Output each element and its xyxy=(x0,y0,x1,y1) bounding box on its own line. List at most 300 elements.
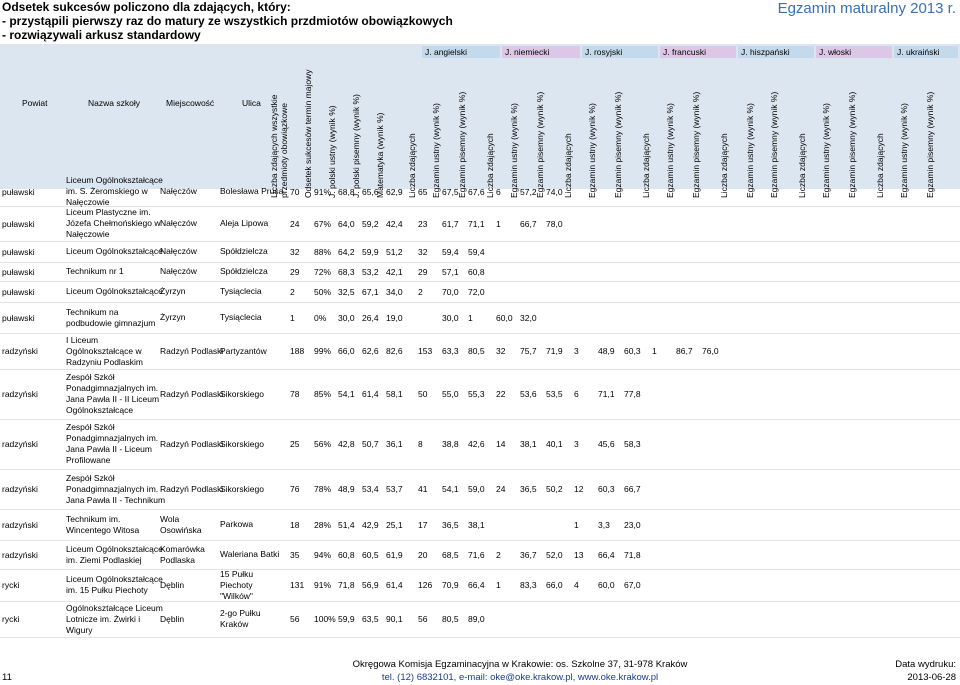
header-lang-6-sub-1 xyxy=(899,103,919,198)
cell-school xyxy=(66,175,163,208)
cell-school-line: Liceum Ogólnokształcące xyxy=(66,543,163,554)
cell-value: 82,6 xyxy=(386,346,403,356)
cell-value: 71,8 xyxy=(624,549,641,560)
cell-powiat: radzyński xyxy=(2,389,38,399)
cell-street-line: "Wilków" xyxy=(220,590,253,601)
header-lang-sub-text: Liczba zdających xyxy=(875,133,885,198)
cell-value: 56,9 xyxy=(362,580,379,590)
cell-value: 51,4 xyxy=(338,519,355,530)
cell-street-line: Sikorskiego xyxy=(220,483,264,494)
cell-town-line: Dęblin xyxy=(160,613,185,624)
cell-value: 72% xyxy=(314,266,332,277)
header-lang-sub-text: Egzamin ustny (wynik %) xyxy=(509,103,519,198)
cell-town-line: Podlaska xyxy=(160,554,195,565)
cell-powiat: puławski xyxy=(2,218,35,229)
header-lang-2-sub-1 xyxy=(587,103,607,198)
header-polish-oral-text: J. polski ustny (wynik %) xyxy=(327,105,337,198)
cell-value: 54,1 xyxy=(338,389,355,399)
cell-school-line: Radzyniu Podlaskim xyxy=(66,356,144,367)
cell-town xyxy=(160,346,223,357)
cell-town-line: Radzyń Podlaski xyxy=(160,388,224,399)
cell-powiat: radzyński xyxy=(2,439,38,449)
cell-street-line: Piechoty xyxy=(220,579,253,590)
cell-value: 65 xyxy=(418,186,428,197)
cell-school-line: Nałęczowie xyxy=(66,197,110,207)
cell-school-line: Technikum na xyxy=(66,306,119,317)
header-lang-sub-text: Egzamin pisemny (wynik %) xyxy=(457,91,467,198)
cell-value: 78,0 xyxy=(546,218,563,229)
column-street: Ulica xyxy=(242,98,261,108)
cell-value: 77,8 xyxy=(624,389,641,399)
cell-powiat: rycki xyxy=(2,580,20,590)
cell-powiat: radzyński xyxy=(2,484,38,494)
cell-street-line: Aleja Lipowa xyxy=(220,218,269,228)
cell-value: 80,5 xyxy=(468,346,485,356)
cell-value: 72,0 xyxy=(468,286,485,297)
header-line-2: - przystąpili pierwszy raz do matury ze wszystkich przdmiotów obowiązkowych xyxy=(2,14,453,28)
cell-value: 60,5 xyxy=(362,549,379,560)
cell-value: 60,0 xyxy=(496,312,513,323)
row-separator xyxy=(0,333,960,334)
column-school-name: Nazwa szkoły xyxy=(88,98,140,108)
cell-value: 32 xyxy=(418,246,428,257)
cell-value: 74,0 xyxy=(546,186,563,197)
cell-school-line: Ponadgimnazjalnych im. xyxy=(66,383,159,393)
cell-value: 91% xyxy=(314,580,332,590)
cell-school xyxy=(66,335,143,368)
cell-value: 2 xyxy=(496,549,501,560)
cell-value: 45,6 xyxy=(598,439,615,449)
cell-value: 50% xyxy=(314,286,332,297)
cell-value: 53,6 xyxy=(520,389,537,399)
cell-value: 38,1 xyxy=(520,439,537,449)
cell-street xyxy=(220,312,262,323)
cell-value: 6 xyxy=(496,186,501,197)
cell-street-line: Tysiąclecia xyxy=(220,286,262,296)
cell-town xyxy=(160,514,202,536)
cell-value: 25,1 xyxy=(386,519,403,530)
cell-value: 58,1 xyxy=(386,389,403,399)
cell-value: 1 xyxy=(496,218,501,229)
header-lang-4-sub-1 xyxy=(745,103,765,198)
cell-powiat: radzyński xyxy=(2,346,38,356)
exam-title: Egzamin maturalny 2013 r. xyxy=(777,0,956,17)
cell-value: 1 xyxy=(652,346,657,356)
header-lang-sub-text: Liczba zdających xyxy=(719,133,729,198)
page-number: 11 xyxy=(2,672,12,683)
cell-value: 59,9 xyxy=(338,614,355,624)
cell-value: 62,9 xyxy=(386,186,403,197)
cell-school xyxy=(66,246,163,257)
header-polish-written-text: J. polski pisemny (wynik %) xyxy=(351,94,361,198)
cell-town-line: Komarówka xyxy=(160,543,205,554)
cell-value: 71,9 xyxy=(546,346,563,356)
cell-powiat: puławski xyxy=(2,266,35,277)
cell-school xyxy=(66,473,165,506)
cell-town xyxy=(160,484,223,495)
cell-school-line: Liceum Ogólnokształcące xyxy=(66,246,163,256)
row-separator xyxy=(0,369,960,370)
cell-value: 59,9 xyxy=(362,246,379,257)
cell-value: 67% xyxy=(314,218,332,229)
cell-value: 32,5 xyxy=(338,286,355,297)
cell-value: 62,6 xyxy=(362,346,379,356)
cell-street xyxy=(220,186,283,197)
column-town: Miejscowość xyxy=(166,98,215,108)
cell-school-line: Ponadgimnazjalnych im. xyxy=(66,483,159,494)
cell-value: 70,9 xyxy=(442,580,459,590)
cell-street xyxy=(220,246,268,257)
cell-value: 83,3 xyxy=(520,580,537,590)
cell-value: 26,4 xyxy=(362,312,379,323)
cell-value: 85% xyxy=(314,389,332,399)
cell-value: 42,8 xyxy=(338,439,355,449)
cell-town xyxy=(160,246,197,257)
cell-street-line: 15 Pułku xyxy=(220,568,254,579)
header-lang-5-sub-1 xyxy=(821,103,841,198)
header-lang-4-sub-2 xyxy=(769,91,789,198)
cell-value: 64,2 xyxy=(338,246,355,257)
cell-value: 1 xyxy=(574,519,579,530)
header-lang-2-sub-0 xyxy=(563,133,583,198)
cell-value: 34,0 xyxy=(386,286,403,297)
cell-school xyxy=(66,266,124,277)
header-success-rate-text: Odsetek sukcesów termin majowy xyxy=(303,69,313,198)
language-3: J. francuski xyxy=(660,46,736,58)
cell-street xyxy=(220,286,262,297)
cell-school xyxy=(66,422,158,466)
cell-value: 53,5 xyxy=(546,389,563,399)
cell-school xyxy=(66,603,163,636)
header-lang-sub-text: Egzamin ustny (wynik %) xyxy=(745,103,755,198)
cell-value: 60,8 xyxy=(468,266,485,277)
cell-value: 67,6 xyxy=(468,186,485,197)
cell-value: 68,5 xyxy=(442,549,459,560)
cell-street-line: Waleriana Batki xyxy=(220,549,280,559)
header-lang-sub-text: Egzamin ustny (wynik %) xyxy=(821,103,831,198)
cell-school xyxy=(66,544,163,566)
cell-value: 67,0 xyxy=(624,580,641,590)
cell-school-line: Liceum Ogólnokształcące xyxy=(66,574,163,584)
cell-value: 56 xyxy=(418,614,428,624)
cell-value: 14 xyxy=(496,439,506,449)
header-lang-sub-text: Egzamin ustny (wynik %) xyxy=(587,103,597,198)
cell-value: 76 xyxy=(290,484,300,494)
cell-school-line: Ogólnokształcące Liceum xyxy=(66,602,163,613)
cell-school-line: im. S. Żeromskiego w xyxy=(66,186,148,196)
cell-school-line: Ogólnokształcące xyxy=(66,405,134,415)
cell-value: 86,7 xyxy=(676,346,693,356)
cell-street xyxy=(220,519,253,530)
cell-value: 3,3 xyxy=(598,519,610,530)
cell-school-line: Ponadgimnazjalnych im. xyxy=(66,433,159,443)
cell-street-line: Bolesława Prusa xyxy=(220,186,284,196)
header-lang-sub-text: Egzamin pisemny (wynik %) xyxy=(535,91,545,198)
cell-value: 71,8 xyxy=(338,580,355,590)
cell-value: 0% xyxy=(314,312,327,323)
cell-school-line: Zespół Szkół xyxy=(66,372,115,382)
header-lang-sub-text: Liczba zdających xyxy=(407,133,417,198)
cell-school-line: I Liceum xyxy=(66,334,99,345)
cell-value: 75,7 xyxy=(520,346,537,356)
cell-value: 65,6 xyxy=(362,186,379,197)
cell-value: 61,4 xyxy=(362,389,379,399)
header-lang-2-sub-2 xyxy=(613,91,633,198)
cell-value: 126 xyxy=(418,580,433,590)
cell-value: 53,7 xyxy=(386,484,403,494)
cell-value: 1 xyxy=(496,580,501,590)
cell-value: 94% xyxy=(314,549,332,560)
cell-value: 36,1 xyxy=(386,439,403,449)
cell-value: 60,8 xyxy=(338,549,355,560)
cell-school-line: Lotnicze im. Żwirki i xyxy=(66,613,141,624)
cell-street xyxy=(220,389,264,400)
cell-value: 55,3 xyxy=(468,389,485,399)
cell-value: 66,4 xyxy=(598,549,615,560)
cell-value: 40,1 xyxy=(546,439,563,449)
cell-street-line: Sikorskiego xyxy=(220,388,264,399)
cell-street-line: Spółdzielcza xyxy=(220,266,268,276)
cell-street-line: 2-go Pułku xyxy=(220,608,261,618)
cell-value: 88% xyxy=(314,246,332,257)
cell-value: 50 xyxy=(418,389,428,399)
language-6: J. ukraiński xyxy=(894,46,958,58)
cell-value: 1 xyxy=(468,312,473,323)
header-lang-sub-text: Egzamin pisemny (wynik %) xyxy=(691,91,701,198)
cell-value: 2 xyxy=(418,286,423,297)
cell-school-line: Jana Pawła II - II Liceum xyxy=(66,394,160,404)
row-separator xyxy=(0,469,960,470)
language-4: J. hiszpański xyxy=(738,46,814,58)
cell-powiat: radzyński xyxy=(2,549,38,560)
cell-street-line: Sikorskiego xyxy=(220,438,264,449)
cell-school-line: Nałęczowie xyxy=(66,229,110,239)
cell-street xyxy=(220,608,261,630)
column-powiat: Powiat xyxy=(22,98,48,108)
cell-value: 91% xyxy=(314,186,332,197)
cell-value: 42,4 xyxy=(386,218,403,229)
cell-value: 51,2 xyxy=(386,246,403,257)
cell-value: 2 xyxy=(290,286,295,297)
cell-value: 61,7 xyxy=(442,218,459,229)
row-separator xyxy=(0,302,960,303)
header-line-1: Odsetek sukcesów policzono dla zdających, który: xyxy=(2,0,291,14)
cell-powiat: radzyński xyxy=(2,519,38,530)
cell-value: 48,9 xyxy=(598,346,615,356)
cell-school-line: Liceum Ogólnokształcące xyxy=(66,175,163,185)
footer-contact-line: tel. (12) 6832101, e-mail: oke@oke.krakow.pl, www.oke.krakow.pl xyxy=(381,672,659,683)
cell-value: 68,8 xyxy=(338,186,355,197)
cell-town-line: Nałęczów xyxy=(160,186,197,196)
header-lang-sub-text: Egzamin ustny (wynik %) xyxy=(899,103,909,198)
cell-school-line: Liceum Plastyczne im. xyxy=(66,207,151,217)
cell-value: 42,6 xyxy=(468,439,485,449)
cell-town xyxy=(160,186,197,197)
cell-value: 64,0 xyxy=(338,218,355,229)
cell-value: 78 xyxy=(290,389,300,399)
cell-town-line: Radzyń Podlaski xyxy=(160,438,224,449)
cell-street xyxy=(220,346,267,357)
cell-value: 54,1 xyxy=(442,484,459,494)
cell-value: 1 xyxy=(290,312,295,323)
cell-street xyxy=(220,484,264,495)
cell-value: 24 xyxy=(290,218,300,229)
cell-value: 36,5 xyxy=(442,519,459,530)
cell-value: 41 xyxy=(418,484,428,494)
cell-town-line: Żyrzyn xyxy=(160,312,186,322)
header-lang-sub-text: Egzamin pisemny (wynik %) xyxy=(847,91,857,198)
cell-powiat: rycki xyxy=(2,614,20,624)
cell-town-line: Wola xyxy=(160,513,180,524)
cell-value: 28% xyxy=(314,519,332,530)
cell-value: 29 xyxy=(418,266,428,277)
cell-town xyxy=(160,544,205,566)
cell-school-line: Zespół Szkół xyxy=(66,422,115,432)
cell-value: 4 xyxy=(574,580,579,590)
header-lang-sub-text: Egzamin pisemny (wynik %) xyxy=(613,91,623,198)
header-math-text: Matematyka (wynik %) xyxy=(375,112,385,198)
cell-street-line: Kraków xyxy=(220,619,249,629)
cell-town xyxy=(160,439,223,450)
header-lang-5-sub-2 xyxy=(847,91,867,198)
cell-value: 23,0 xyxy=(624,519,641,530)
cell-street xyxy=(220,439,264,450)
cell-town xyxy=(160,580,184,591)
cell-value: 8 xyxy=(418,439,423,449)
cell-value: 99% xyxy=(314,346,332,356)
cell-value: 30,0 xyxy=(442,312,459,323)
header-lang-sub-text: Liczba zdających xyxy=(485,133,495,198)
cell-value: 12 xyxy=(574,484,584,494)
cell-school xyxy=(66,207,161,240)
cell-value: 3 xyxy=(574,439,579,449)
cell-value: 35 xyxy=(290,549,300,560)
cell-school-line: im. Ziemi Podlaskiej xyxy=(66,554,142,565)
cell-value: 71,1 xyxy=(598,389,615,399)
cell-value: 20 xyxy=(418,549,428,560)
cell-street-line: Tysiąclecia xyxy=(220,312,262,322)
cell-value: 17 xyxy=(418,519,428,530)
cell-value: 22 xyxy=(496,389,506,399)
cell-value: 63,5 xyxy=(362,614,379,624)
cell-value: 3 xyxy=(574,346,579,356)
cell-town-line: Radzyń Podlaski xyxy=(160,483,224,494)
row-separator xyxy=(0,569,960,570)
cell-street-line: Parkowa xyxy=(220,519,254,529)
cell-value: 61,9 xyxy=(386,549,403,560)
cell-school-line: Liceum Ogólnokształcące xyxy=(66,286,163,296)
cell-value: 68,3 xyxy=(338,266,355,277)
cell-value: 60,3 xyxy=(598,484,615,494)
cell-value: 66,0 xyxy=(546,580,563,590)
header-lang-sub-text: Egzamin pisemny (wynik %) xyxy=(769,91,779,198)
cell-value: 42,1 xyxy=(386,266,403,277)
cell-town-line: Dęblin xyxy=(160,579,185,590)
language-2: J. rosyjski xyxy=(582,46,658,58)
cell-town-line: Żyrzyn xyxy=(160,286,186,296)
header-total-students-text: Liczba zdających wszystkie przedmioty obowiązkowe xyxy=(269,94,289,198)
cell-street-line: Spółdzielcza xyxy=(220,246,268,256)
cell-value: 53,4 xyxy=(362,484,379,494)
cell-town xyxy=(160,266,197,277)
cell-street xyxy=(220,266,268,277)
cell-value: 48,9 xyxy=(338,484,355,494)
cell-school xyxy=(66,372,159,416)
cell-school xyxy=(66,307,155,329)
row-separator xyxy=(0,637,960,638)
cell-school xyxy=(66,514,139,536)
header-lang-3-sub-1 xyxy=(665,103,685,198)
cell-value: 60,0 xyxy=(598,580,615,590)
cell-school xyxy=(66,574,163,596)
cell-value: 67,5 xyxy=(442,186,459,197)
header-lang-sub-text: Liczba zdających xyxy=(797,133,807,198)
cell-value: 13 xyxy=(574,549,584,560)
cell-value: 80,5 xyxy=(442,614,459,624)
cell-value: 30,0 xyxy=(338,312,355,323)
header-lang-sub-text: Egzamin ustny (wynik %) xyxy=(431,103,441,198)
cell-value: 52,0 xyxy=(546,549,563,560)
header-lang-sub-text: Liczba zdających xyxy=(563,133,573,198)
header-lang-6-sub-2 xyxy=(925,91,945,198)
cell-value: 66,7 xyxy=(624,484,641,494)
cell-school-line: Profilowane xyxy=(66,455,111,465)
footer-contact xyxy=(320,658,720,684)
cell-school-line: Technikum nr 1 xyxy=(66,266,124,276)
cell-town xyxy=(160,286,186,297)
cell-value: 70,0 xyxy=(442,286,459,297)
row-separator xyxy=(0,241,960,242)
header-lang-sub-text: Liczba zdających xyxy=(641,133,651,198)
cell-value: 50,7 xyxy=(362,439,379,449)
cell-value: 6 xyxy=(574,389,579,399)
cell-value: 66,7 xyxy=(520,218,537,229)
cell-value: 36,5 xyxy=(520,484,537,494)
cell-value: 32,0 xyxy=(520,312,537,323)
cell-school-line: im. 15 Pułku Piechoty xyxy=(66,585,148,595)
cell-value: 71,6 xyxy=(468,549,485,560)
header-lang-6-sub-0 xyxy=(875,133,895,198)
header-lang-3-sub-0 xyxy=(641,133,661,198)
cell-value: 153 xyxy=(418,346,433,356)
header-lang-3-sub-2 xyxy=(691,91,711,198)
cell-value: 32 xyxy=(290,246,300,257)
cell-school-line: Józefa Chełmońskiego w xyxy=(66,218,161,228)
row-separator xyxy=(0,540,960,541)
cell-school-line: Wincentego Witosa xyxy=(66,524,140,535)
print-date-label: Data wydruku: xyxy=(895,659,956,670)
cell-street xyxy=(220,218,268,229)
language-0: J. angielski xyxy=(422,46,500,58)
cell-value: 53,2 xyxy=(362,266,379,277)
cell-town-line: Radzyń Podlaski xyxy=(160,345,224,356)
cell-value: 42,9 xyxy=(362,519,379,530)
footer-address: Okręgowa Komisja Egzaminacyjna w Krakowie: os. Szkolne 37, 31-978 Kraków xyxy=(352,659,688,670)
cell-value: 63,3 xyxy=(442,346,459,356)
cell-town-line: Nałęczów xyxy=(160,266,197,276)
header-lang-sub-text: Egzamin ustny (wynik %) xyxy=(665,103,675,198)
print-date xyxy=(895,658,956,684)
table-header-band xyxy=(0,44,960,189)
cell-value: 55,0 xyxy=(442,389,459,399)
cell-value: 57,2 xyxy=(520,186,537,197)
header-lang-sub-text: Egzamin pisemny (wynik %) xyxy=(925,91,935,198)
header-line-3: - rozwiązywali arkusz standardowy xyxy=(2,28,201,42)
cell-value: 71,1 xyxy=(468,218,485,229)
cell-school-line: Jana Pawła II - Technikum xyxy=(66,494,166,505)
header-lang-4-sub-0 xyxy=(719,133,739,198)
cell-value: 56 xyxy=(290,614,300,624)
